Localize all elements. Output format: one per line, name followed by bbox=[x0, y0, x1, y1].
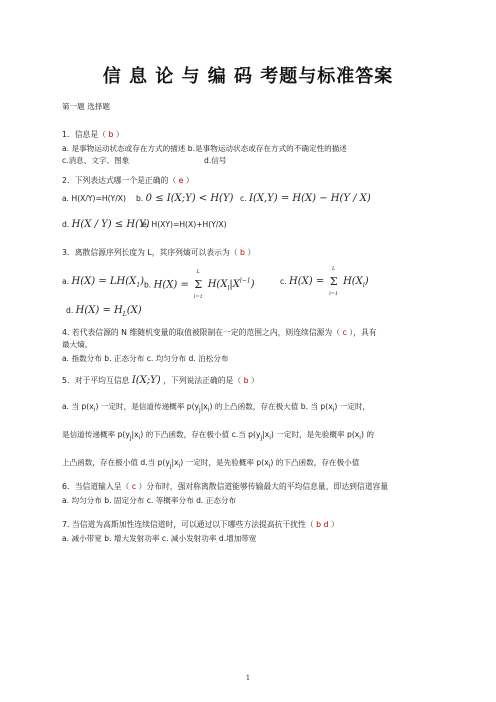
answer-6: c bbox=[131, 482, 137, 491]
page-number: 1 bbox=[245, 674, 251, 682]
answer-1: b bbox=[108, 130, 114, 139]
question-5-line-1: a. 当 $p(x_i)$ 一定时，是信道传递概率 $p(y_j|x_i)$ 的上凸函数，存在极大值 b. 当 $p(x_i)$ 一定时， bbox=[62, 402, 371, 414]
question-2-options-de: d. H(X / Y) ≤ H(Y) e. H(XY)=H(X)+H(Y/X) bbox=[62, 219, 227, 230]
question-1-stem: 1．信息是（ b ） bbox=[62, 130, 124, 139]
question-5-stem: 5．对于平均互信息 I(X;Y) ，下列说法正确的是（ b ） bbox=[62, 375, 259, 386]
question-6-stem: 6．当信道输入呈（ c ）分布时，强对称离散信道能够传输最大的平均信息量，即达到信道容量 bbox=[62, 482, 389, 491]
question-5-line-2: 是信道传递概率 $p(y_j|x_i)$ 的下凸函数，存在极小值 c.当 $p(y_j|x_i)$ 一定时，是先验概率 $p(x_i)$ 的 bbox=[62, 430, 374, 442]
question-4-options: a. 指数分布 b. 正态分布 c. 均匀分布 d. 泊松分布 bbox=[62, 354, 229, 363]
question-1-options-cd: c.消息、文字、图象 d.信号 bbox=[62, 156, 227, 165]
question-4-stem-cont: 最大熵。 bbox=[62, 340, 93, 349]
question-4-stem: 4. 若代表信源的 N 维随机变量的取值被限制在一定的范围之内，则连续信源为（ c ），具有 bbox=[62, 328, 377, 337]
question-3-option-d: d. $H(X) = H_L(X)$ bbox=[66, 305, 142, 318]
section-heading: 第一题 选择题 bbox=[62, 102, 110, 111]
question-2-stem: 2．下列表达式哪一个是正确的（ e ） bbox=[62, 176, 194, 185]
question-7-stem: 7. 当信道为高斯加性连续信道时，可以通过以下哪些方法提高抗干扰性（ b d ） bbox=[62, 520, 339, 529]
question-7-options: a. 减小带宽 b. 增大发射功率 c. 减小发射功率 d.增加带宽 bbox=[62, 534, 257, 543]
page-title: 信 息 论 与 编 码 考题与标准答案 bbox=[102, 66, 394, 87]
question-3-options-abc: a. $H(X) = LH(X_1)$ b. H(X) = Σ L l=1 $H(X_l|X^{l-1})$ c. H(X) = Σ L l=1 $H(X_l)$ bbox=[62, 266, 369, 301]
summation-symbol: Σ L l=1 bbox=[329, 266, 339, 297]
summation-symbol: Σ L l=1 bbox=[193, 269, 203, 301]
question-2-options-abc: a. H(X/Y)=H(Y/X) b. 0 ≤ I(X;Y) < H(Y) c. I(X,Y) = H(X) − H(Y / X) bbox=[62, 193, 371, 204]
answer-2: e bbox=[178, 176, 184, 185]
answer-4: c bbox=[342, 328, 347, 337]
answer-5: b bbox=[243, 376, 249, 385]
question-1-options-ab: a. 是事物运动状态或存在方式的描述 b.是事物运动状态或存在方式的不确定性的描述 bbox=[62, 144, 347, 153]
question-5-line-3: 上凸函数，存在极小值 d.当 $p(y_j|x_i)$ 一定时，是先验概率 $p(x_i)$ 的下凸函数，存在极小值 bbox=[62, 458, 360, 470]
question-6-options: a. 均匀分布 b. 固定分布 c. 等概率分布 d. 正态分布 bbox=[62, 496, 237, 505]
answer-7: b d bbox=[316, 520, 329, 529]
answer-3: b bbox=[240, 248, 245, 257]
question-3-stem: 3．离散信源序列长度为 L，其序列熵可以表示为（ b ） bbox=[62, 248, 256, 257]
